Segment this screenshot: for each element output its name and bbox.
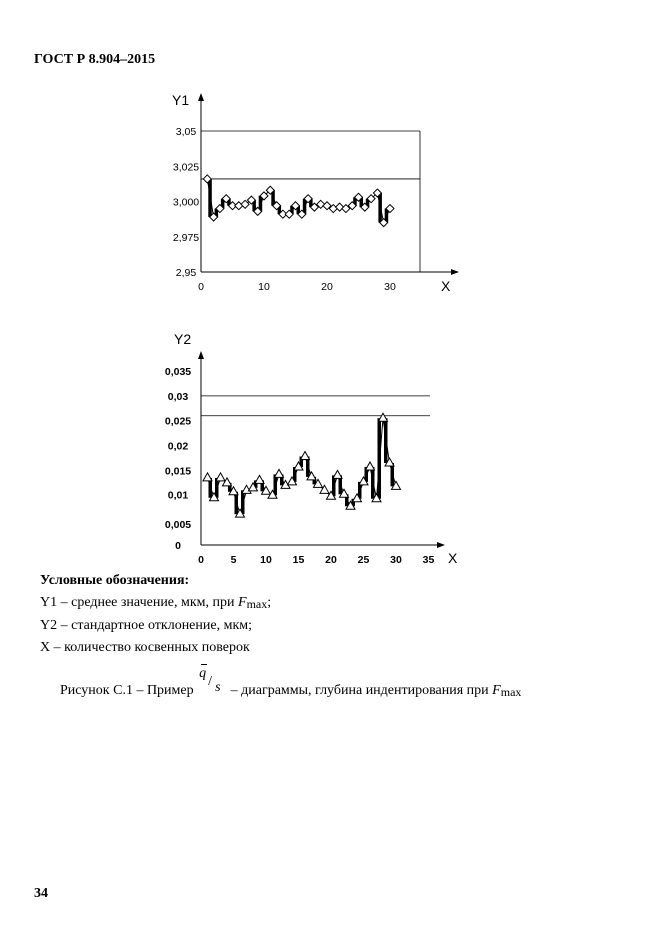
x2-axis-arrow bbox=[437, 542, 445, 548]
data-point bbox=[255, 475, 264, 483]
data-point bbox=[366, 462, 375, 470]
y-tick-label: 0,035 bbox=[164, 366, 192, 378]
caption-s-symbol: s bbox=[215, 680, 221, 695]
x-tick-label: 0 bbox=[198, 281, 204, 293]
y-tick-label: 3,05 bbox=[175, 126, 197, 138]
x1-axis-arrow bbox=[451, 269, 459, 275]
y-tick-label: 3,000 bbox=[172, 196, 200, 209]
x-tick-label: 20 bbox=[325, 554, 337, 566]
x-tick-label: 35 bbox=[422, 554, 435, 566]
data-point bbox=[203, 473, 212, 481]
caption-q-bar bbox=[201, 664, 207, 665]
caption-q-symbol: q bbox=[199, 666, 207, 681]
data-point bbox=[301, 452, 310, 460]
legend-y1-text: Y1 – среднее значение, мкм, при bbox=[40, 595, 239, 610]
y-tick-label: 0,015 bbox=[164, 465, 192, 478]
legend-f-symbol: F bbox=[238, 595, 247, 610]
legend-y2: Y2 – стандартное отклонение, мкм; bbox=[40, 618, 253, 633]
data-point bbox=[379, 413, 388, 421]
legend-title: Условные обозначения: bbox=[40, 573, 190, 588]
y2-axis-arrow bbox=[198, 351, 204, 359]
legend-y1 bbox=[40, 592, 271, 615]
x-tick-label: 15 bbox=[292, 554, 305, 566]
y-tick-label: 0,025 bbox=[164, 415, 192, 428]
x-tick-label: 20 bbox=[321, 281, 333, 293]
y1-axis-title: Y1 bbox=[172, 92, 190, 108]
data-point bbox=[241, 200, 249, 208]
x2-axis-title: X bbox=[448, 550, 458, 566]
y-tick-label: 0,03 bbox=[167, 390, 189, 403]
x-tick-label: 10 bbox=[258, 281, 270, 293]
y2-axis-title: Y2 bbox=[174, 331, 192, 347]
chart-y2 bbox=[165, 331, 458, 566]
y-tick-label: 3,025 bbox=[172, 161, 200, 174]
data-point bbox=[333, 470, 342, 478]
chart2-reference-lines bbox=[201, 396, 430, 416]
y-tick-label: 2,95 bbox=[175, 267, 197, 279]
chart1-markers bbox=[203, 175, 394, 227]
legend bbox=[40, 570, 271, 659]
data-point bbox=[216, 473, 225, 481]
data-point bbox=[235, 202, 243, 210]
y-tick-label: 0,02 bbox=[167, 440, 189, 453]
page-number: 34 bbox=[34, 886, 48, 901]
x-tick-label: 5 bbox=[230, 554, 237, 566]
figure-caption bbox=[60, 666, 522, 700]
x1-axis-title: X bbox=[441, 278, 451, 294]
chart1-reference-lines bbox=[201, 131, 420, 179]
caption-prefix: Рисунок С.1 – Пример bbox=[60, 683, 198, 698]
chart1-x-tick-labels bbox=[198, 281, 396, 293]
x-tick-label: 25 bbox=[357, 554, 370, 566]
caption-max-subscript: max bbox=[500, 685, 522, 699]
y-tick-label: 0,01 bbox=[167, 489, 189, 502]
x-tick-label: 30 bbox=[390, 554, 402, 566]
y-tick-label: 0 bbox=[175, 540, 181, 552]
data-point bbox=[275, 469, 284, 477]
chart1-y-tick-labels bbox=[173, 126, 199, 279]
legend-max-subscript: max bbox=[246, 597, 268, 611]
caption-slash: / bbox=[208, 674, 213, 689]
chart-y1 bbox=[172, 92, 459, 294]
y1-axis-arrow bbox=[198, 93, 204, 101]
caption-suffix: – диаграммы, глубина индентирования при bbox=[227, 683, 493, 698]
caption-f-symbol: F bbox=[492, 683, 501, 698]
data-point bbox=[336, 203, 344, 211]
x-tick-label: 10 bbox=[260, 554, 272, 566]
legend-y1-end: ; bbox=[267, 595, 272, 610]
x-tick-label: 0 bbox=[198, 554, 204, 566]
legend-x: X – количество косвенных поверок bbox=[40, 640, 250, 655]
y-tick-label: 2,975 bbox=[172, 231, 200, 244]
document-header: ГОСТ Р 8.904–2015 bbox=[34, 52, 156, 67]
chart2-y-tick-labels bbox=[165, 366, 191, 552]
x-tick-label: 30 bbox=[384, 281, 396, 293]
caption-q-over-s bbox=[197, 666, 227, 696]
y-tick-label: 0,005 bbox=[164, 519, 192, 532]
chart2-x-tick-labels bbox=[198, 554, 434, 566]
